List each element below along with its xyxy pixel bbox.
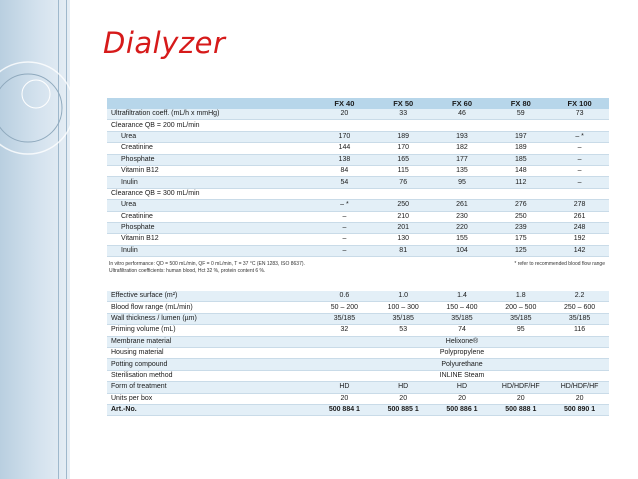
row-label: Wall thickness / lumen (µm) (107, 313, 315, 324)
row-label: Phosphate (107, 154, 315, 165)
row-label: Membrane material (107, 336, 315, 347)
table-row (107, 313, 609, 324)
table-cell: 35/185 (550, 313, 609, 324)
table-cell: 200 – 500 (491, 302, 550, 313)
table-cell: 192 (550, 234, 609, 245)
table-cell: 76 (374, 177, 433, 188)
table-cell: 1.0 (374, 291, 433, 302)
table-cell: 104 (433, 245, 492, 256)
table-row (107, 291, 609, 302)
table-cell: 276 (491, 200, 550, 211)
table-cell (433, 188, 492, 199)
table-row (107, 234, 609, 245)
table-cell: 0.6 (315, 291, 374, 302)
table-cell: 130 (374, 234, 433, 245)
table-cell: 100 – 300 (374, 302, 433, 313)
table-cell: 95 (491, 325, 550, 336)
table-cell: HD/HDF/HF (491, 382, 550, 393)
table-cell: 1.4 (433, 291, 492, 302)
table-cell: 115 (374, 165, 433, 176)
row-label: Vitamin B12 (107, 165, 315, 176)
table-cell: – (315, 211, 374, 222)
table-row (107, 393, 609, 404)
table-cell: – (315, 234, 374, 245)
row-label: Effective surface (m²) (107, 291, 315, 302)
table-cell: 116 (550, 325, 609, 336)
table-cell: – (550, 143, 609, 154)
table-cell: 20 (374, 393, 433, 404)
table-cell: 189 (374, 131, 433, 142)
table-cell: HD (315, 382, 374, 393)
row-label: Ultrafiltration coeff. (mL/h x mmHg) (107, 109, 315, 120)
table-cell: HD (374, 382, 433, 393)
table-cell: 135 (433, 165, 492, 176)
table-cell: 138 (315, 154, 374, 165)
column-header: FX 50 (374, 98, 433, 109)
row-label: Sterilisation method (107, 370, 315, 381)
table-cell: 125 (491, 245, 550, 256)
table-row (107, 109, 609, 120)
table-row (107, 245, 609, 256)
table-cell: 170 (315, 131, 374, 142)
table-cell (315, 120, 374, 131)
table-cell: 20 (433, 393, 492, 404)
table-cell: 20 (315, 109, 374, 120)
row-label: Form of treatment (107, 382, 315, 393)
table-row (107, 325, 609, 336)
column-header: FX 40 (315, 98, 374, 109)
row-label: Phosphate (107, 222, 315, 233)
table-row (107, 131, 609, 142)
table-cell: 248 (550, 222, 609, 233)
table-cell: 261 (433, 200, 492, 211)
row-label: Potting compound (107, 359, 315, 370)
table-notes (107, 257, 609, 291)
row-label: Housing material (107, 348, 315, 359)
table-row (107, 165, 609, 176)
table-cell (374, 188, 433, 199)
table-cell: 35/185 (433, 313, 492, 324)
table-row (107, 302, 609, 313)
table-cell: 500 886 1 (433, 404, 492, 415)
table-row (107, 143, 609, 154)
table-cell: 53 (374, 325, 433, 336)
table-cell: 81 (374, 245, 433, 256)
table-cell: 500 888 1 (491, 404, 550, 415)
table-row (107, 348, 609, 359)
decorative-circles (0, 0, 120, 479)
table-cell: 250 (491, 211, 550, 222)
table-cell: 182 (433, 143, 492, 154)
table-cell (550, 120, 609, 131)
table-cell: – (550, 177, 609, 188)
table-cell: 239 (491, 222, 550, 233)
note-footnote: * refer to recommended blood flow range (514, 261, 605, 268)
table-cell-span: INLINE Steam (315, 370, 609, 381)
table-cell (491, 120, 550, 131)
table-cell: 197 (491, 131, 550, 142)
table-row (107, 336, 609, 347)
spec-table-bottom (107, 291, 609, 416)
row-label: Units per box (107, 393, 315, 404)
table-cell: 220 (433, 222, 492, 233)
column-header: FX 80 (491, 98, 550, 109)
table-cell: 35/185 (315, 313, 374, 324)
table-cell: – * (550, 131, 609, 142)
table-row (107, 359, 609, 370)
table-cell: 177 (433, 154, 492, 165)
table-cell: 46 (433, 109, 492, 120)
row-label: Clearance QB = 200 mL/min (107, 120, 315, 131)
spec-table-top (107, 98, 609, 257)
table-cell: 261 (550, 211, 609, 222)
table-cell: 2.2 (550, 291, 609, 302)
table-cell: 84 (315, 165, 374, 176)
table-cell: 20 (491, 393, 550, 404)
table-cell: – (550, 154, 609, 165)
table-cell: – * (315, 200, 374, 211)
row-label: Art.-No. (107, 404, 315, 415)
table-cell: – (315, 222, 374, 233)
table-cell: – (315, 245, 374, 256)
row-label: Urea (107, 131, 315, 142)
column-header: FX 60 (433, 98, 492, 109)
table-cell (374, 120, 433, 131)
table-cell: 500 885 1 (374, 404, 433, 415)
row-label: Urea (107, 200, 315, 211)
table-cell-span: Helixone® (315, 336, 609, 347)
table-cell: 32 (315, 325, 374, 336)
table-cell: 148 (491, 165, 550, 176)
table-cell: 278 (550, 200, 609, 211)
row-label: Creatinine (107, 211, 315, 222)
row-label: Vitamin B12 (107, 234, 315, 245)
row-label: Priming volume (mL) (107, 325, 315, 336)
note-ultrafiltration: Ultrafiltration coefficients: human blood, Hct 32 %, protein content 6 %. (109, 268, 266, 275)
note-in-vitro: In vitro performance: QD = 500 mL/min, QF = 0 mL/min, T = 37 °C (EN 1283, ISO 8637). (109, 261, 305, 268)
table-cell (315, 188, 374, 199)
table-cell: 20 (550, 393, 609, 404)
table-cell: 112 (491, 177, 550, 188)
table-cell: HD (433, 382, 492, 393)
table-cell: 170 (374, 143, 433, 154)
table-cell: 500 884 1 (315, 404, 374, 415)
table-row (107, 222, 609, 233)
table-cell: 193 (433, 131, 492, 142)
row-label: Blood flow range (mL/min) (107, 302, 315, 313)
table-cell: 210 (374, 211, 433, 222)
table-row (107, 404, 609, 415)
row-label: Inulin (107, 245, 315, 256)
table-cell: 189 (491, 143, 550, 154)
table-cell: 201 (374, 222, 433, 233)
table-cell: 155 (433, 234, 492, 245)
table-cell (550, 188, 609, 199)
table-cell: 144 (315, 143, 374, 154)
table-cell: 95 (433, 177, 492, 188)
table-cell: HD/HDF/HF (550, 382, 609, 393)
table-cell (433, 120, 492, 131)
table-cell: 73 (550, 109, 609, 120)
row-label: Creatinine (107, 143, 315, 154)
table-cell: 50 – 200 (315, 302, 374, 313)
table-row (107, 370, 609, 381)
header-blank (107, 98, 315, 109)
table-row (107, 120, 609, 131)
row-label: Clearance QB = 300 mL/min (107, 188, 315, 199)
row-label: Inulin (107, 177, 315, 188)
table-cell: 20 (315, 393, 374, 404)
column-header: FX 100 (550, 98, 609, 109)
slide-title: Dialyzer (103, 26, 226, 60)
table-row (107, 177, 609, 188)
table-cell: 59 (491, 109, 550, 120)
table-row (107, 200, 609, 211)
table-row (107, 154, 609, 165)
table-cell-span: Polypropylene (315, 348, 609, 359)
table-cell: 74 (433, 325, 492, 336)
table-cell: 142 (550, 245, 609, 256)
table-cell: – (550, 165, 609, 176)
dialyzer-spec-table (107, 98, 609, 416)
table-cell: 250 (374, 200, 433, 211)
table-cell: 250 – 600 (550, 302, 609, 313)
table-cell: 500 890 1 (550, 404, 609, 415)
table-cell (491, 188, 550, 199)
table-row (107, 211, 609, 222)
table-cell: 35/185 (374, 313, 433, 324)
table-cell: 150 – 400 (433, 302, 492, 313)
table-cell: 165 (374, 154, 433, 165)
table-cell: 1.8 (491, 291, 550, 302)
column-header-row (107, 98, 609, 109)
table-cell: 54 (315, 177, 374, 188)
table-cell: 35/185 (491, 313, 550, 324)
table-cell-span: Polyurethane (315, 359, 609, 370)
table-row (107, 382, 609, 393)
table-cell: 230 (433, 211, 492, 222)
table-cell: 185 (491, 154, 550, 165)
table-row (107, 188, 609, 199)
table-cell: 175 (491, 234, 550, 245)
table-cell: 33 (374, 109, 433, 120)
